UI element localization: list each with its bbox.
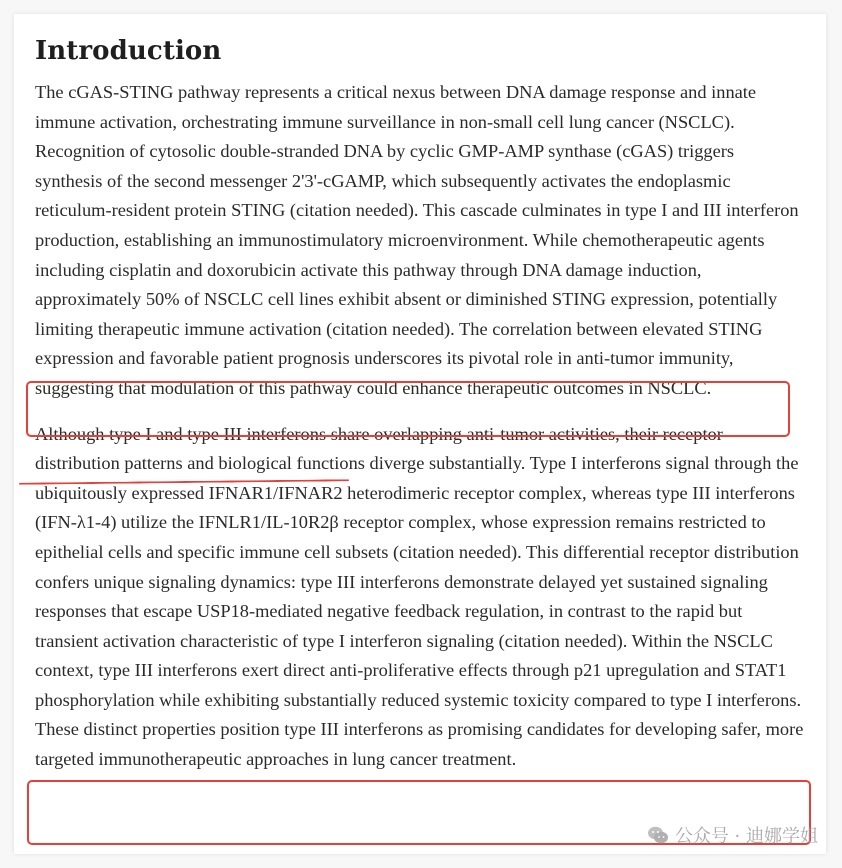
paragraph-2: Although type I and type III interferons share overlapping anti-tumor activities, their receptor distribution patterns and biological functions diverge substantially. Type I interferons signal through the ubiquitously expressed IFNAR1/IFNAR2 heterodimeric receptor complex, whereas type III interferons (IFN-λ1-4) utilize the IFNLR1/IL-10R2β receptor complex, whose expression remains restricted to epithelial cells and specific immune cell subsets (citation needed). This differential receptor distribution confers unique signaling dynamics: type III interferons demonstrate delayed yet sustained signaling responses that escape USP18-mediated negative feedback regulation, in contrast to the rapid but transient activation characteristic of type I interferon signaling (citation needed). Within the NSCLC context, type III interferons exert direct anti-proliferative effects through p21 upregulation and STAT1 phosphorylation while exhibiting substantially reduced systemic toxicity compared to type I interferons. These distinct properties position type III interferons as promising candidates for developing safer, more targeted immunotherapeutic approaches in lung cancer treatment. xyxy=(35,423,804,770)
paragraph-1: The cGAS-STING pathway represents a critical nexus between DNA damage response and innate immune activation, orchestrating immune surveillance in non-small cell lung cancer (NSCLC). Recognition of cytosolic double-stranded DNA by cyclic GMP-AMP synthase (cGAS) triggers synthesis of the second messenger 2'3'-cGAMP, which subsequently activates the endoplasmic reticulum-resident protein STING (citation needed). This cascade culminates in type I and III interferon production, establishing an immunostimulatory microenvironment. While chemotherapeutic agents including cisplatin and doxorubicin activate this pathway through DNA damage induction, approximately 50% of NSCLC cell lines exhibit absent or diminished STING expression, potentially limiting therapeutic immune activation (citation needed). The correlation between elevated STING expression and favorable patient prognosis underscores its pivotal role in anti-tumor immunity, suggesting that modulation of this pathway could enhance therapeutic outcomes in NSCLC. xyxy=(35,82,799,398)
wechat-icon xyxy=(647,824,669,846)
article-card xyxy=(14,14,826,854)
watermark xyxy=(647,822,818,848)
section-heading: Introduction xyxy=(35,36,222,66)
watermark-text: 公众号 · 迪娜学姐 xyxy=(674,826,818,847)
highlight-box-1 xyxy=(26,381,790,437)
